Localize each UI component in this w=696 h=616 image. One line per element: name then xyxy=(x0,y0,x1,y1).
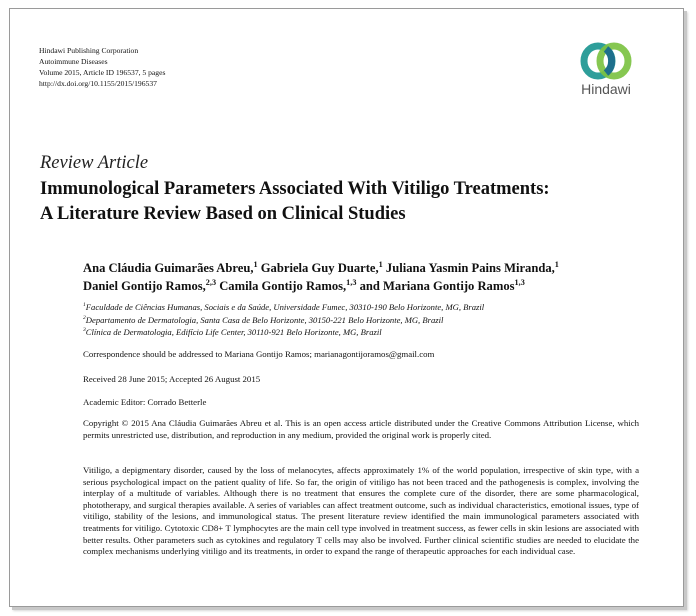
author-name: Camila Gontijo Ramos, xyxy=(219,279,347,293)
author-name: and Mariana Gontijo Ramos xyxy=(359,279,515,293)
journal-header xyxy=(39,45,165,89)
title-line-2: A Literature Review Based on Clinical Studies xyxy=(40,204,406,224)
correspondence-note: Correspondence should be addressed to Mariana Gontijo Ramos; marianagontijoramos@gmail.com xyxy=(83,349,435,359)
author-affil-sup: 1 xyxy=(554,259,559,269)
author-affil-sup: 1,3 xyxy=(514,277,525,287)
journal-name: Autoimmune Diseases xyxy=(39,57,108,66)
title-line-1: Immunological Parameters Associated With Vitiligo Treatments: xyxy=(40,179,550,199)
author-name: Ana Cláudia Guimarães Abreu, xyxy=(83,261,254,275)
copyright-notice: Copyright © 2015 Ana Cláudia Guimarães Abreu et al. This is an open access article distributed under the Creative Commons Attribution License, which permits unrestricted use, distribution, and reproduction in any medium, provided the original work is properly cited. xyxy=(83,418,639,440)
author-affil-sup: 1 xyxy=(378,259,383,269)
author-affil-sup: 2,3 xyxy=(205,277,217,287)
affiliation-item: $^2$Departamento de Dermatologia, Santa Casa de Belo Horizonte, 30150-221 Belo Horizonte, MG, Brazil xyxy=(83,314,444,325)
paper-page xyxy=(9,8,684,607)
author-name: Juliana Yasmin Pains Miranda, xyxy=(385,261,555,275)
received-dates: Received 28 June 2015; Accepted 26 August 2015 xyxy=(83,374,261,384)
volume-info: Volume 2015, Article ID 196537, 5 pages xyxy=(39,68,166,77)
affiliation-item: $^3$Clínica de Dermatologia, Edifício Life Center, 30110-921 Belo Horizonte, MG, Brazil xyxy=(83,327,382,337)
doi-link[interactable]: http://dx.doi.org/10.1155/2015/196537 xyxy=(39,79,157,88)
article-title xyxy=(40,177,660,227)
article-type: Review Article xyxy=(40,153,149,173)
hindawi-rings-icon xyxy=(577,39,635,83)
author-list xyxy=(83,259,643,295)
author-affil-sup: 1,3 xyxy=(346,277,357,287)
author-name: Daniel Gontijo Ramos, xyxy=(83,279,206,293)
publisher-name: Hindawi Publishing Corporation xyxy=(39,46,139,55)
author-line-1 xyxy=(83,259,643,277)
author-line-2 xyxy=(83,277,643,295)
academic-editor: Academic Editor: Corrado Betterle xyxy=(83,397,207,407)
affiliations xyxy=(83,301,643,339)
affiliation-item: $^1$Faculdade de Ciências Humanas, Sociais e da Saúde, Universidade Fumec, 30310-190 Belo Horizonte, MG, Brazil xyxy=(83,302,485,312)
hindawi-logo xyxy=(570,39,642,119)
author-name: Gabriela Guy Duarte, xyxy=(260,261,379,275)
abstract-text: Vitiligo, a depigmentary disorder, caused by the loss of melanocytes, affects approximately 1% of the world population, irrespective of skin type, with a serious psychological impact on the patient quality of life. So far, the origin of vitiligo has not been traced and the pathogenesis is complex, involving the interplay of a multitude of variables. Although there is no treatment that ensures the complete cure of the disorder, there are some pharmacological, phototherapy, and surgical therapies available. A series of variables can affect treatment outcome, such as individual characteristics, emotional issues, type of vitiligo, stability of the lesions, and immunological status. The present literature review identified the main immunological parameters associated with treatments for vitiligo. Cytotoxic CD8+ T lymphocytes are the main cell type involved in treatment success, as fewer cells in skin lesions are associated with better results. Other parameters such as cytokines and regulatory T cells may also be involved. Further clinical scientific studies are needed to elucidate the complex mechanisms underlying vitiligo and its treatments, in order to expand the range of therapeutic approaches for each individual case. xyxy=(83,465,639,557)
logo-text: Hindawi xyxy=(581,81,631,97)
author-affil-sup: 1 xyxy=(253,259,258,269)
